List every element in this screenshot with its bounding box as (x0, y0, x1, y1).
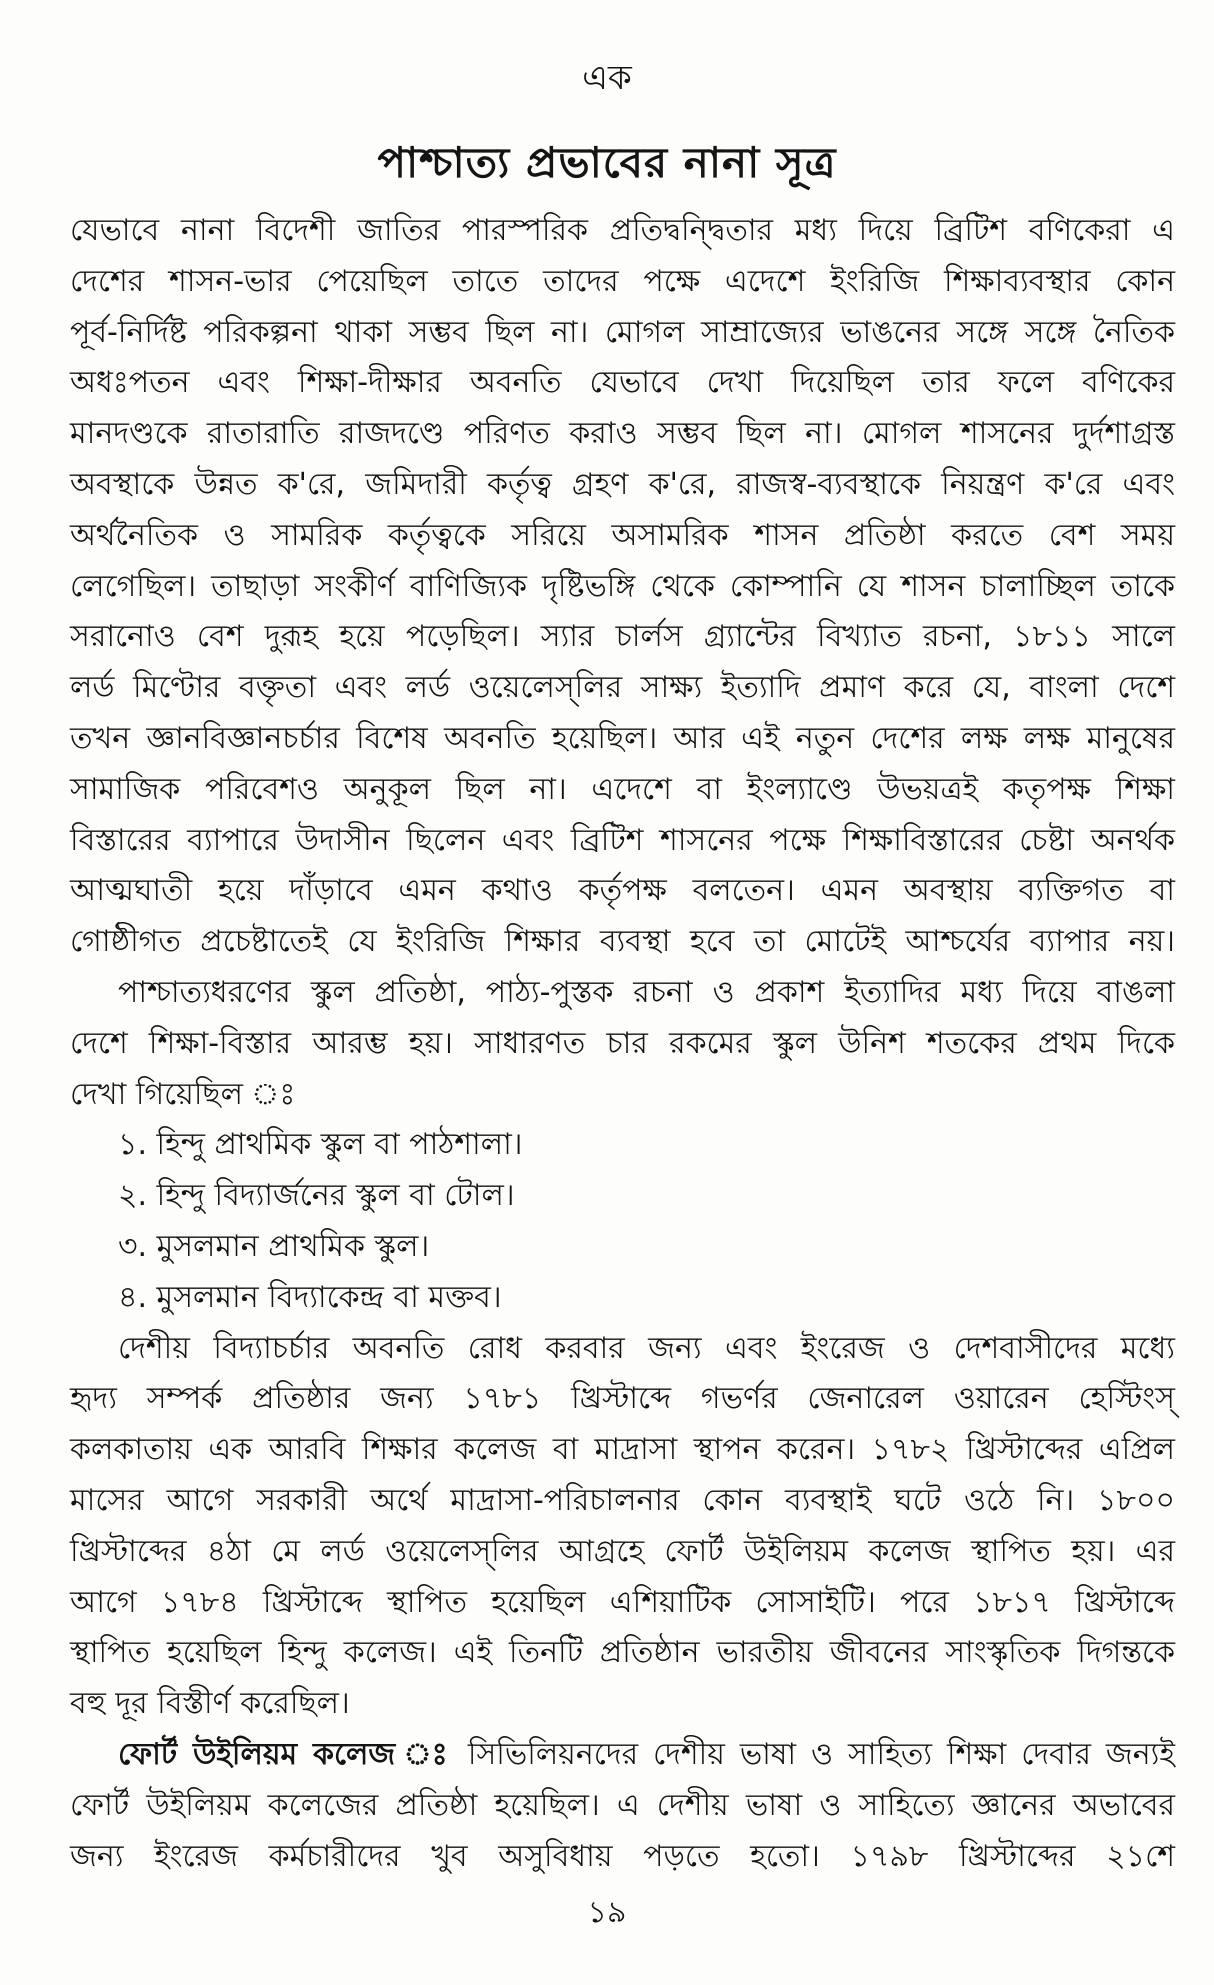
text-line: স্থাপিত হয়েছিল হিন্দু কলেজ। এই তিনটি প্রতিষ্ঠান ভারতীয় জীবনের সাংস্কৃতিক দিগন্তকে (70, 1635, 1175, 1671)
text-line: লর্ড মিণ্টোর বক্তৃতা এবং লর্ড ওয়েলেস্‌লির সাক্ষ্য ইত্যাদি প্রমাণ করে যে, বাংলা দেশে (70, 670, 1175, 706)
text-line: দেশের শাসন-ভার পেয়েছিল তাতে তাদের পক্ষে এদেশে ইংরিজি শিক্ষাব্যবস্থার কোন (70, 263, 1175, 299)
text-line: দেশে শিক্ষা-বিস্তার আরম্ভ হয়। সাধারণত চার রকমের স্কুল উনিশ শতকের প্রথম দিকে (70, 1025, 1175, 1061)
section-heading: ফোর্ট উইলিয়ম কলেজ ঃ (118, 1736, 453, 1772)
body-text (70, 206, 1175, 1882)
text-line: অধঃপতন এবং শিক্ষা-দীক্ষার অবনতি যেভাবে দেখা দিয়েছিল তার ফলে বণিকের (70, 365, 1175, 401)
text-line: আগে ১৭৮৪ খ্রিস্টাব্দে স্থাপিত হয়েছিল এশিয়াটিক সোসাইটি। পরে ১৮১৭ খ্রিস্টাব্দে (70, 1584, 1175, 1620)
text-line: মাসের আগে সরকারী অর্থে মাদ্রাসা-পরিচালনার কোন ব্যবস্থাই ঘটে ওঠে নি। ১৮০০ (70, 1482, 1175, 1518)
text-line: যেভাবে নানা বিদেশী জাতির পারস্পরিক প্রতিদ্বন্দ্বিতার মধ্য দিয়ে ব্রিটিশ বণিকেরা এ (70, 213, 1175, 248)
text-line: বিস্তারের ব্যাপারে উদাসীন ছিলেন এবং ব্রিটিশ শাসনের পক্ষে শিক্ষাবিস্তারের চেষ্টা অনর্থক (70, 822, 1175, 858)
text-line: দেখা গিয়েছিল ঃ (70, 1076, 296, 1112)
text-line: অর্থনৈতিক ও সামরিক কর্তৃত্বকে সরিয়ে অসামরিক শাসন প্রতিষ্ঠা করতে বেশ সময় (70, 517, 1175, 553)
list-item: ১. হিন্দু প্রাথমিক স্কুল বা পাঠশালা। (118, 1127, 523, 1163)
text-line: পূর্ব-নির্দিষ্ট পরিকল্পনা থাকা সম্ভব ছিল না। মোগল সাম্রাজ্যের ভাঙনের সঙ্গে সঙ্গে নৈতিক (70, 314, 1175, 350)
text-line-content: সিভিলিয়নদের দেশীয় ভাষা ও সাহিত্য শিক্ষা দেবার জন্যই (467, 1736, 1175, 1772)
text-line: মানদণ্ডকে রাতারাতি রাজদণ্ডে পরিণত করাও সম্ভব ছিল না। মোগল শাসনের দুর্দশাগ্রস্ত (70, 416, 1175, 452)
text-line: জন্য ইংরেজ কর্মচারীদের খুব অসুবিধায় পড়তে হতো। ১৭৯৮ খ্রিস্টাব্দের ২১শে (70, 1838, 1175, 1874)
text-line: গোষ্ঠীগত প্রচেষ্টাতেই যে ইংরিজি শিক্ষার ব্যবস্থা হবে তা মোটেই আশ্চর্যের ব্যাপার নয়। (70, 924, 1175, 960)
text-line: সামাজিক পরিবেশও অনুকূল ছিল না। এদেশে বা ইংল্যাণ্ডে উভয়ত্রই কতৃপক্ষ শিক্ষা (70, 771, 1175, 807)
text-line: কলকাতায় এক আরবি শিক্ষার কলেজ বা মাদ্রাসা স্থাপন করেন। ১৭৮২ খ্রিস্টাব্দের এপ্রিল (70, 1432, 1175, 1468)
page-number: ১৯ (587, 1895, 627, 1930)
text-line: হৃদ্য সম্পর্ক প্রতিষ্ঠার জন্য ১৭৮১ খ্রিস্টাব্দে গভর্ণর জেনারেল ওয়ারেন হেস্টিংস্ (70, 1381, 1175, 1417)
text-line: বহু দূর বিস্তীর্ণ করেছিল। (70, 1686, 350, 1722)
text-line (70, 1730, 1175, 1781)
list-item: ২. হিন্দু বিদ্যার্জনের স্কুল বা টোল। (118, 1178, 515, 1214)
text-line: আত্মঘাতী হয়ে দাঁড়াবে এমন কথাও কর্তৃপক্ষ বলতেন। এমন অবস্থায় ব্যক্তিগত বা (70, 873, 1175, 909)
text-line: পাশ্চাত্যধরণের স্কুল প্রতিষ্ঠা, পাঠ্য-পুস্তক রচনা ও প্রকাশ ইত্যাদির মধ্য দিয়ে বাঙলা (118, 974, 1175, 1010)
text-line: অবস্থাকে উন্নত ক'রে, জমিদারী কর্তৃত্ব গ্রহণ ক'রে, রাজস্ব-ব্যবস্থাকে নিয়ন্ত্রণ ক'রে এবং (70, 466, 1175, 502)
text-line: সরানোও বেশ দুরূহ হয়ে পড়েছিল। স্যার চার্লস গ্র্যান্টের বিখ্যাত রচনা, ১৮১১ সালে (70, 619, 1175, 655)
text-line: ফোর্ট উইলিয়ম কলেজের প্রতিষ্ঠা হয়েছিল। এ দেশীয় ভাষা ও সাহিত্যে জ্ঞানের অভাবের (70, 1787, 1175, 1823)
list-item: ৪. মুসলমান বিদ্যাকেন্দ্র বা মক্তব। (118, 1279, 502, 1315)
list-item: ৩. মুসলমান প্রাথমিক স্কুল। (118, 1228, 430, 1264)
chapter-number: এক (582, 58, 632, 98)
text-line: দেশীয় বিদ্যাচর্চার অবনতি রোধ করবার জন্য এবং ইংরেজ ও দেশবাসীদের মধ্যে (118, 1330, 1175, 1366)
text-line: খ্রিস্টাব্দের ৪ঠা মে লর্ড ওয়েলেস্‌লির আগ্রহে ফোর্ট উইলিয়ম কলেজ স্থাপিত হয়। এর (70, 1533, 1175, 1569)
text-line: লেগেছিল। তাছাড়া সংকীর্ণ বাণিজ্যিক দৃষ্টিভঙ্গি থেকে কোম্পানি যে শাসন চালাচ্ছিল তাকে (70, 568, 1175, 604)
chapter-title: পাশ্চাত্য প্রভাবের নানা সূত্র (377, 138, 837, 187)
text-line: তখন জ্ঞানবিজ্ঞানচর্চার বিশেষ অবনতি হয়েছিল। আর এই নতুন দেশের লক্ষ লক্ষ মানুষের (70, 720, 1175, 756)
